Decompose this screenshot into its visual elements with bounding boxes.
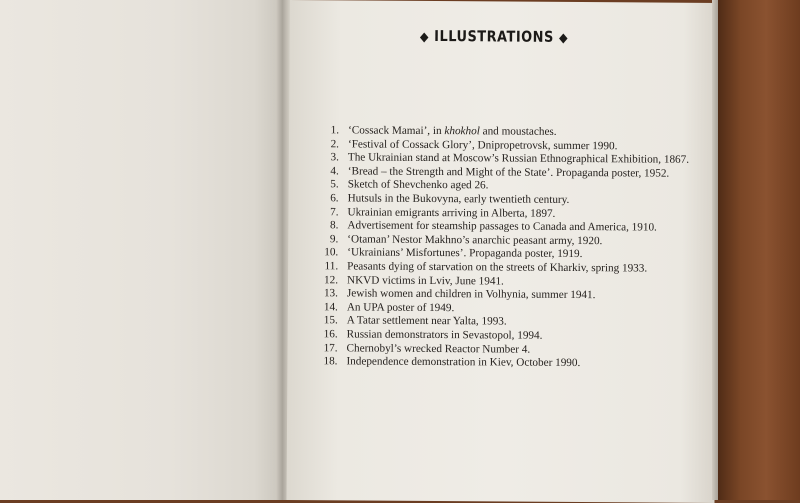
caption-text: ‘Bread – the Strength and Might of the State’. Propaganda poster, 1952. — [347, 165, 670, 180]
item-number: 3. — [330, 151, 339, 164]
diamond-icon: ◆ — [419, 29, 430, 45]
item-number: 8. — [329, 219, 339, 232]
caption-text: Peasants dying of starvation on the streets of Kharkiv, spring 1933. — [347, 260, 648, 275]
item-number: 7. — [330, 205, 339, 218]
caption-text: NKVD victims in Lviv, June 1941. — [347, 273, 504, 288]
caption-text: A Tatar settlement near Yalta, 1993. — [346, 314, 507, 328]
item-caption — [346, 355, 695, 371]
item-number: 2. — [330, 137, 340, 150]
page-edge — [712, 0, 718, 500]
caption-text: ‘Ukrainians’ Misfortunes’. Propaganda poster, 1919. — [347, 246, 583, 261]
list-item — [315, 355, 695, 371]
item-number: 18. — [323, 355, 338, 368]
left-blank-page — [0, 0, 282, 500]
caption-text: Ukrainian emigrants arriving in Alberta, 1897. — [347, 205, 556, 220]
item-number: 14. — [323, 300, 338, 314]
caption-text: ‘Cossack Mamai’, in — [348, 124, 445, 138]
caption-text: Chernobyl’s wrecked Reactor Number 4. — [346, 341, 531, 356]
caption-text: Sketch of Shevchenko aged 26. — [347, 178, 489, 192]
item-number: 6. — [330, 192, 339, 205]
item-number: 15. — [323, 314, 338, 327]
caption-text: An UPA poster of 1949. — [346, 301, 455, 314]
item-number: 13. — [323, 287, 338, 300]
caption-italic: khokhol — [444, 125, 480, 138]
caption-text: Independence demonstration in Kiev, October 1990. — [346, 355, 581, 370]
right-page — [287, 0, 718, 503]
heading-text: ILLUSTRATIONS — [434, 27, 554, 46]
caption-text: Russian demonstrators in Sevastopol, 1994. — [346, 328, 543, 342]
item-number: 10. — [324, 246, 339, 259]
item-number: 11. — [324, 260, 339, 273]
illustrations-heading — [415, 27, 574, 46]
item-number: 1. — [330, 124, 340, 137]
caption-text: ‘Festival of Cossack Glory’, Dnipropetrovsk, summer 1990. — [347, 138, 618, 152]
caption-text: ‘Otaman’ Nestor Makhno’s anarchic peasant army, 1920. — [347, 233, 603, 247]
item-number: 5. — [330, 178, 339, 191]
item-number: 12. — [324, 273, 339, 286]
caption-text: Hutsuls in the Bukovyna, early twentieth century. — [347, 192, 570, 206]
caption-text: and moustaches. — [479, 125, 557, 138]
diamond-icon: ◆ — [558, 30, 569, 46]
illustrations-list — [315, 124, 697, 371]
caption-text: The Ukrainian stand at Moscow’s Russian Ethnographical Exhibition, 1867. — [347, 151, 690, 166]
item-number: 17. — [323, 341, 338, 354]
item-number: 16. — [323, 328, 338, 341]
wooden-table — [715, 0, 800, 500]
item-number: 9. — [329, 233, 339, 246]
caption-text: Advertisement for steamship passages to Canada and America, 1910. — [347, 219, 657, 234]
item-number: 4. — [330, 165, 339, 178]
caption-text: Jewish women and children in Volhynia, summer 1941. — [346, 287, 596, 302]
